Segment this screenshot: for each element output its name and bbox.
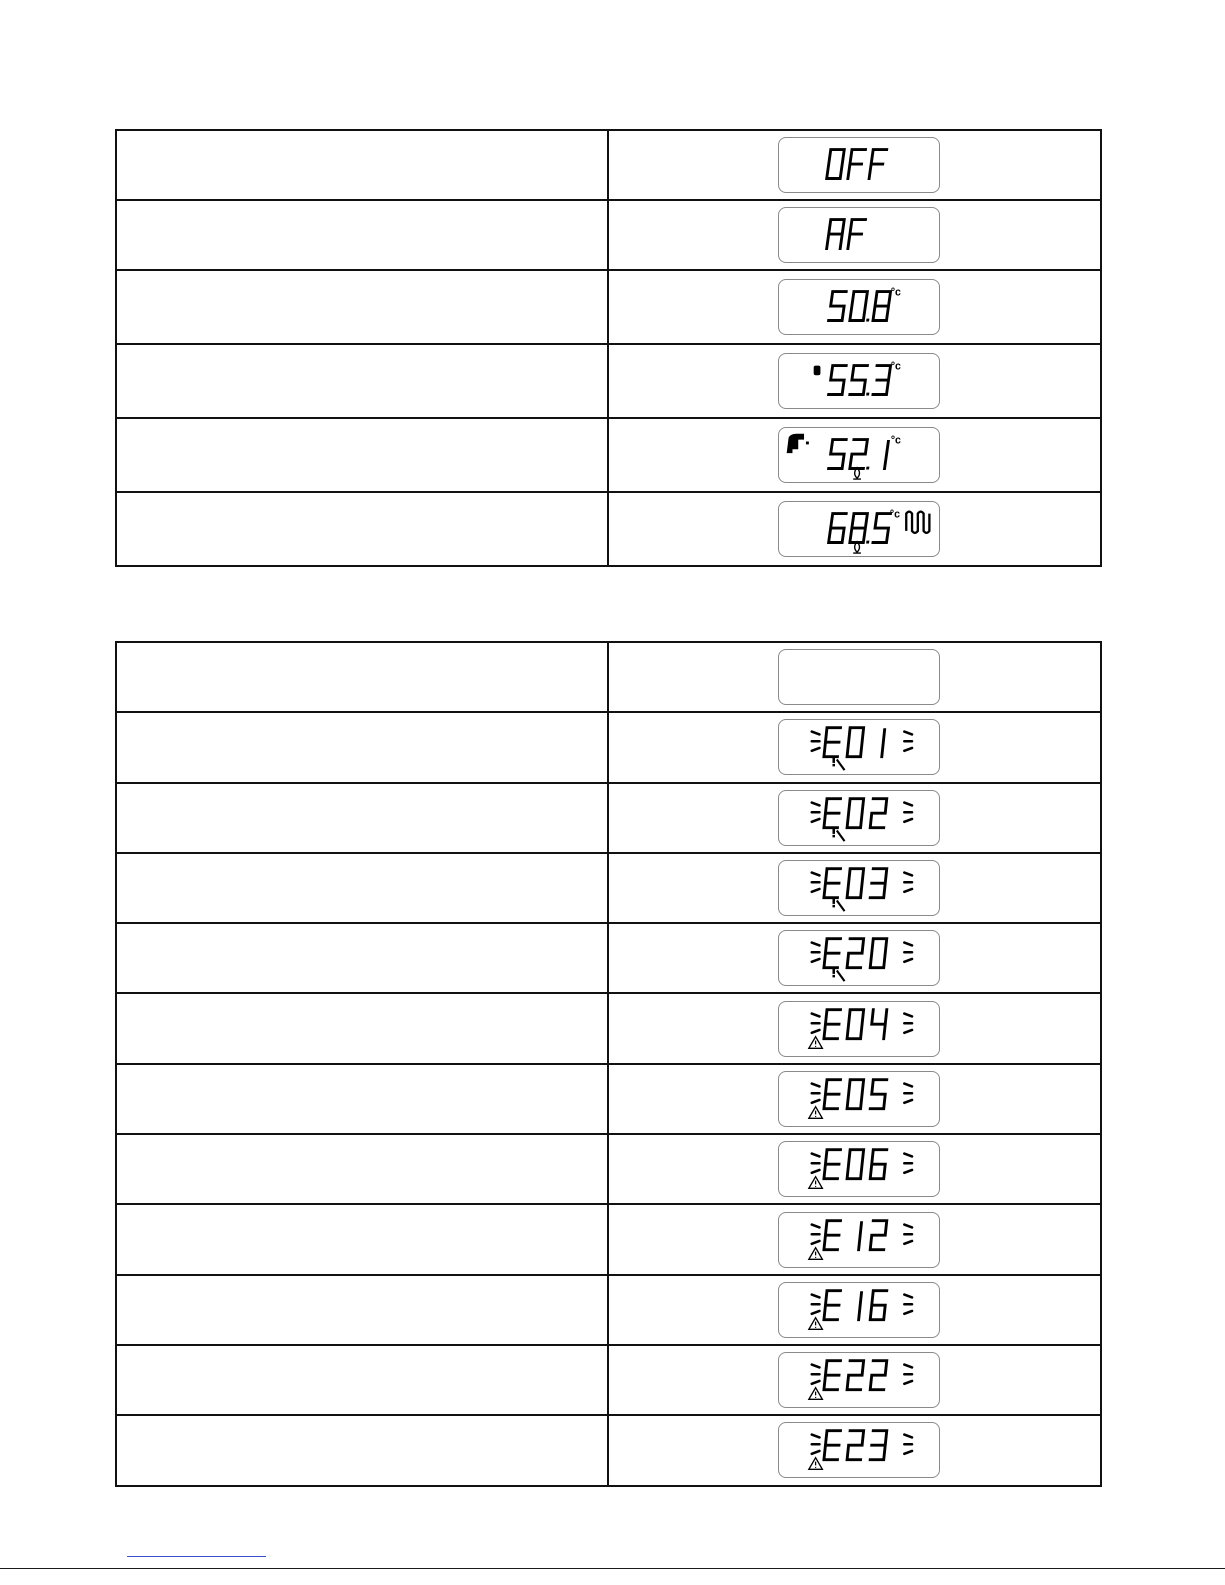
table-row bbox=[116, 1134, 1101, 1204]
lcd-readout bbox=[828, 514, 890, 544]
lcd-display-error bbox=[778, 1001, 940, 1057]
lcd-digit bbox=[847, 728, 864, 757]
display-modes-table bbox=[115, 129, 1102, 567]
lcd-readout bbox=[823, 1009, 886, 1038]
table-row bbox=[116, 923, 1101, 993]
table-row bbox=[116, 853, 1101, 923]
flame-fault-icon bbox=[832, 758, 844, 771]
table-row bbox=[116, 783, 1101, 853]
lcd-digit bbox=[870, 1150, 887, 1179]
lcd-digit bbox=[870, 1431, 887, 1460]
row-description bbox=[116, 642, 608, 712]
warning-triangle-icon bbox=[808, 1036, 822, 1048]
lcd-digit bbox=[823, 939, 840, 968]
lcd-readout bbox=[826, 220, 865, 249]
lcd-digit bbox=[823, 1291, 840, 1320]
lcd-digit bbox=[823, 1009, 840, 1038]
table-row bbox=[116, 1064, 1101, 1134]
lcd-display-error bbox=[778, 930, 940, 986]
warning-triangle-icon bbox=[808, 1247, 822, 1259]
lcd-display-error bbox=[778, 860, 940, 916]
table-row bbox=[116, 1275, 1101, 1345]
lcd-screen bbox=[779, 138, 939, 192]
lcd-unit: °c bbox=[890, 286, 901, 299]
warning-triangle-icon bbox=[808, 1107, 822, 1119]
lcd-display-tank-temperature bbox=[778, 353, 940, 409]
lcd-digit bbox=[847, 1361, 864, 1390]
row-description bbox=[116, 853, 608, 923]
lcd-digit bbox=[823, 728, 840, 757]
lcd-digit bbox=[858, 1222, 861, 1249]
lcd-readout bbox=[823, 1220, 886, 1249]
lcd-digit bbox=[847, 1080, 864, 1109]
lcd-display-off bbox=[778, 137, 940, 193]
warning-triangle-icon bbox=[808, 1318, 822, 1330]
lcd-display-error bbox=[778, 1422, 940, 1478]
lcd-readout bbox=[823, 1431, 886, 1460]
lcd-readout bbox=[823, 939, 886, 968]
lcd-readout bbox=[823, 1361, 886, 1390]
lcd-display-antifreeze bbox=[778, 207, 940, 263]
row-description bbox=[116, 712, 608, 782]
lcd-readout bbox=[823, 869, 886, 898]
lcd-unit: °c bbox=[890, 434, 901, 447]
radiator-icon bbox=[906, 512, 929, 533]
lcd-digit bbox=[847, 1150, 864, 1179]
lcd-digit bbox=[823, 1361, 840, 1390]
flame-fault-icon bbox=[832, 969, 844, 982]
row-description bbox=[116, 1275, 608, 1345]
lcd-display-temperature bbox=[778, 279, 940, 335]
lcd-readout bbox=[823, 728, 884, 757]
warning-triangle-icon bbox=[808, 1458, 822, 1470]
lcd-digit bbox=[847, 798, 864, 827]
row-description bbox=[116, 344, 608, 418]
table-row bbox=[116, 418, 1101, 492]
lcd-display-error bbox=[778, 1212, 940, 1268]
flame-fault-icon bbox=[832, 899, 844, 912]
lcd-digit bbox=[847, 1009, 864, 1038]
row-description bbox=[116, 1064, 608, 1134]
footer-rule bbox=[0, 1568, 1225, 1569]
table-row bbox=[116, 1345, 1101, 1415]
row-description bbox=[116, 130, 608, 200]
table-row bbox=[116, 344, 1101, 418]
lcd-display-error bbox=[778, 719, 940, 775]
lcd-display-heating bbox=[778, 501, 940, 557]
lcd-display-error bbox=[778, 1282, 940, 1338]
lcd-readout bbox=[823, 1150, 886, 1179]
lcd-unit: °c bbox=[890, 360, 901, 373]
footer-link-underline[interactable] bbox=[127, 1556, 266, 1557]
lcd-display-error bbox=[778, 1071, 940, 1127]
table-row bbox=[116, 993, 1101, 1063]
lcd-readout bbox=[823, 1291, 886, 1320]
lcd-readout bbox=[826, 150, 886, 179]
warning-triangle-icon bbox=[808, 1177, 822, 1189]
row-description bbox=[116, 1134, 608, 1204]
lcd-digit bbox=[870, 1009, 887, 1038]
lcd-readout bbox=[823, 1080, 886, 1109]
lcd-digit bbox=[847, 939, 864, 968]
lcd-unit: °c bbox=[889, 508, 900, 521]
lcd-display-error bbox=[778, 790, 940, 846]
row-description bbox=[116, 783, 608, 853]
lcd-digit bbox=[870, 869, 887, 898]
lcd-digit bbox=[881, 730, 884, 757]
row-description bbox=[116, 1204, 608, 1274]
table-row bbox=[116, 712, 1101, 782]
table-row bbox=[116, 642, 1101, 712]
warning-triangle-icon bbox=[808, 1388, 822, 1400]
row-description bbox=[116, 1415, 608, 1485]
lcd-digit bbox=[870, 1220, 887, 1249]
lcd-digit bbox=[823, 1150, 840, 1179]
row-description bbox=[116, 993, 608, 1063]
table-row bbox=[116, 200, 1101, 270]
row-description bbox=[116, 1345, 608, 1415]
row-description bbox=[116, 923, 608, 993]
lcd-readout bbox=[828, 440, 888, 470]
lcd-digit bbox=[823, 869, 840, 898]
lcd-readout bbox=[828, 366, 890, 396]
table-row bbox=[116, 130, 1101, 200]
tank-icon bbox=[813, 366, 820, 376]
lcd-digit bbox=[870, 1080, 887, 1109]
lcd-digit bbox=[823, 1080, 840, 1109]
lcd-digit bbox=[823, 1431, 840, 1460]
lcd-readout bbox=[828, 292, 890, 322]
table-row bbox=[116, 1415, 1101, 1485]
table-row bbox=[116, 270, 1101, 344]
lcd-digit bbox=[870, 939, 887, 968]
lcd-display-error bbox=[778, 1141, 940, 1197]
lcd-digit bbox=[823, 798, 840, 827]
flame-fault-icon bbox=[832, 828, 844, 841]
lcd-digit bbox=[870, 1291, 887, 1320]
lcd-digit bbox=[847, 1431, 864, 1460]
table-row bbox=[116, 1204, 1101, 1274]
lcd-display-hot-water bbox=[778, 427, 940, 483]
row-description bbox=[116, 200, 608, 270]
tap-icon bbox=[786, 434, 803, 453]
lcd-digit bbox=[870, 798, 887, 827]
row-description bbox=[116, 418, 608, 492]
row-description bbox=[116, 492, 608, 566]
table-row bbox=[116, 492, 1101, 566]
row-description bbox=[116, 270, 608, 344]
lcd-readout bbox=[823, 798, 886, 827]
error-codes-table bbox=[115, 641, 1102, 1487]
lcd-display-error bbox=[778, 649, 940, 705]
lcd-display-error bbox=[778, 1352, 940, 1408]
lcd-digit bbox=[847, 869, 864, 898]
lcd-digit bbox=[858, 1292, 861, 1319]
lcd-digit bbox=[870, 1361, 887, 1390]
lcd-digit bbox=[823, 1220, 840, 1249]
